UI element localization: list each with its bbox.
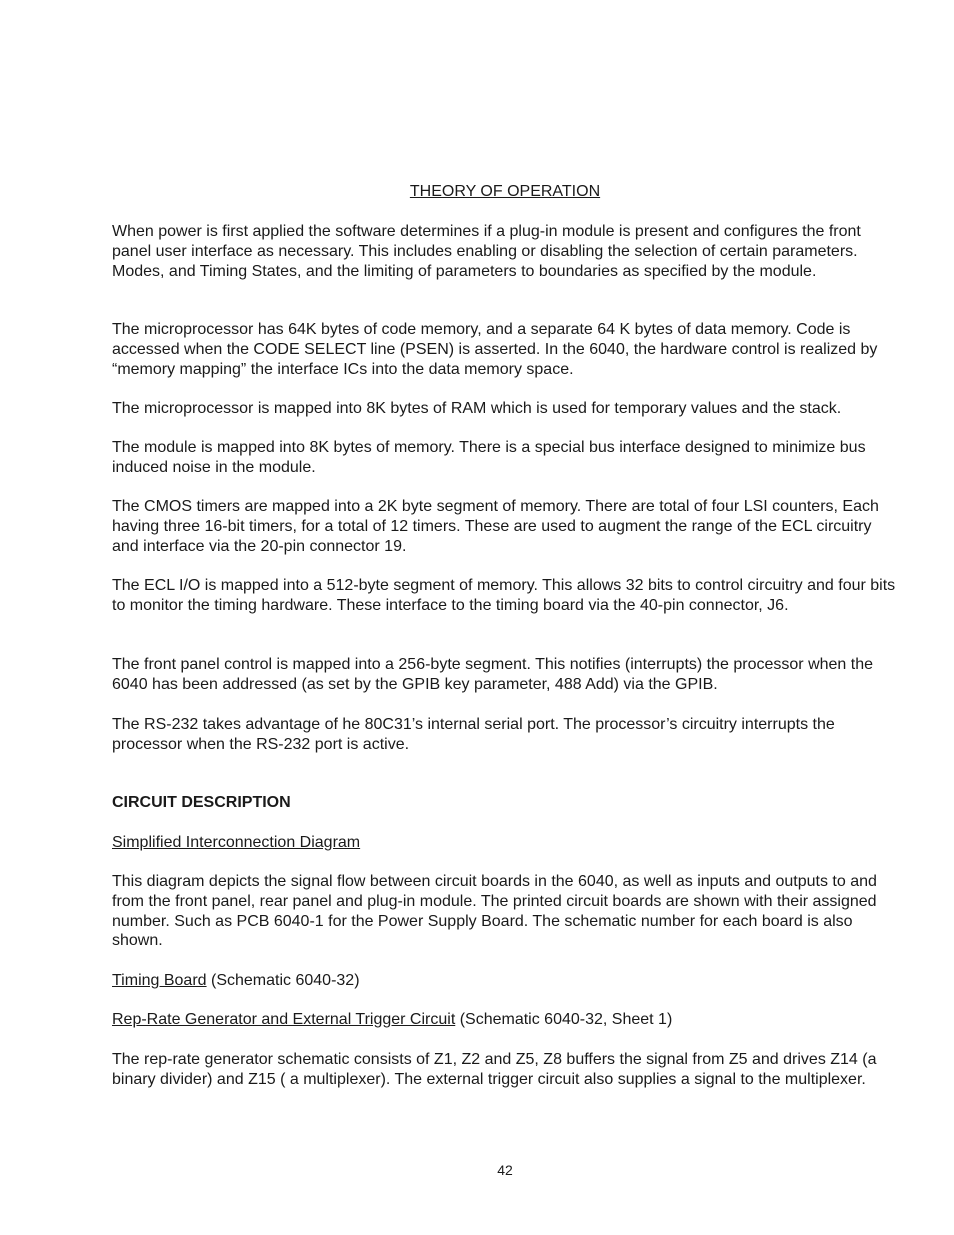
page-title: THEORY OF OPERATION — [409, 183, 601, 200]
paragraph-rs232: The RS-232 takes advantage of he 80C31’s internal serial port. The processor’s circuitry interrupts the processor when the RS-232 port is active. — [112, 716, 835, 753]
paragraph-ram: The microprocessor is mapped into 8K bytes of RAM which is used for temporary values and the stack. — [112, 400, 842, 417]
reprate-label: Rep-Rate Generator and External Trigger Circuit — [112, 1011, 456, 1028]
timing-board-line — [112, 971, 902, 991]
paragraph-power-on: When power is first applied the software determines if a plug-in module is present and configures the front panel user interface as necessary. This includes enabling or disabling the selection of certain parameters. Modes, and Timing States, and the limiting of parameters to boundaries as specified by the module. — [112, 223, 861, 280]
timing-board-label: Timing Board — [112, 972, 207, 989]
paragraph-memory: The microprocessor has 64K bytes of code memory, and a separate 64 K bytes of data memory. Code is accessed when the CODE SELECT line (PSEN) is asserted. In the 6040, the hardware control is realized by “memory mapping” the interface ICs into the data memory space. — [112, 321, 878, 378]
page-number: 42 — [497, 1162, 513, 1178]
circuit-description-heading: CIRCUIT DESCRIPTION — [112, 794, 291, 811]
paragraph-ecl-io: The ECL I/O is mapped into a 512-byte segment of memory. This allows 32 bits to control circuitry and four bits to monitor the timing hardware. These interface to the timing board via the 40-pin connector, J6. — [112, 577, 896, 614]
paragraph-cmos-timers: The CMOS timers are mapped into a 2K byte segment of memory. There are total of four LSI counters, Each having three 16-bit timers, for a total of 12 timers. These are used to augment the range of the ECL circuitry and interface via the 20-pin connector 19. — [112, 498, 879, 555]
timing-board-ref: (Schematic 6040-32) — [206, 972, 360, 989]
reprate-ref: (Schematic 6040-32, Sheet 1) — [455, 1011, 673, 1028]
reprate-line — [112, 1010, 902, 1030]
paragraph-reprate: The rep-rate generator schematic consists of Z1, Z2 and Z5, Z8 buffers the signal from Z5 and drives Z14 (a binary divider) and Z15 ( a multiplexer). The external trigger circuit also supplies a signal to the multiplexer. — [112, 1051, 877, 1088]
paragraph-front-panel: The front panel control is mapped into a 256-byte segment. This notifies (interrupts) the processor when the 6040 has been addressed (as set by the GPIB key parameter, 488 Add) via the GPIB. — [112, 656, 873, 693]
paragraph-interconnection: This diagram depicts the signal flow between circuit boards in the 6040, as well as inputs and outputs to and from the front panel, rear panel and plug-in module. The printed circuit boards are shown with their assigned number. Such as PCB 6040-1 for the Power Supply Board. The schematic number for each board is also shown. — [112, 873, 877, 950]
paragraph-module: The module is mapped into 8K bytes of memory. There is a special bus interface designed to minimize bus induced noise in the module. — [112, 439, 866, 476]
interconnection-heading: Simplified Interconnection Diagram — [112, 834, 361, 851]
